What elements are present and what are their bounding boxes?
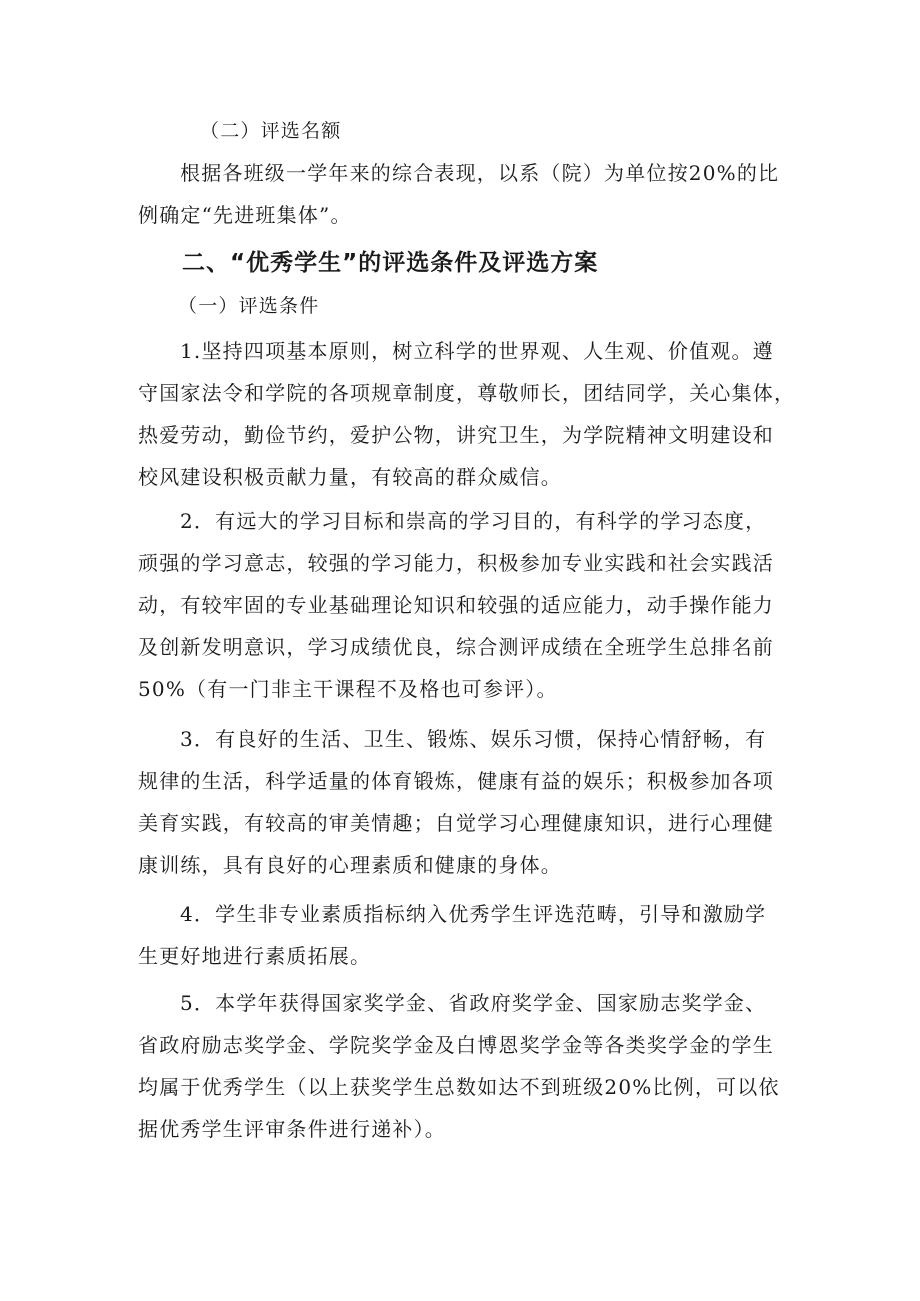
paragraph-line: 动，有较牢固的专业基础理论知识和较强的适应能力，动手操作能力: [138, 593, 774, 617]
paragraph-line: 据优秀学生评审条件进行递补）。: [138, 1117, 446, 1141]
section-heading: [182, 242, 842, 284]
paragraph-line: 热爱劳动，勤俭节约，爱护公物，讲究卫生，为学院精神文明建设和: [138, 423, 774, 447]
section-heading-text: 二、“优秀学生”的评选条件及评选方案: [182, 250, 599, 276]
paragraph-line: 3．有良好的生活、卫生、锻炼、娱乐习惯，保持心情舒畅，有: [180, 727, 767, 751]
paragraph-line: 均属于优秀学生（以上获奖学生总数如达不到班级20%比例，可以依: [138, 1075, 780, 1099]
criteria-item-4: [138, 893, 798, 977]
criteria-item-5: [138, 982, 798, 1150]
sub-heading-text: （一）评选条件: [178, 295, 320, 317]
paragraph-line: 4．学生非专业素质指标纳入优秀学生评选范畴，引导和激励学: [180, 902, 767, 926]
paragraph-line: 例确定“先进班集体”。: [138, 203, 352, 227]
criteria-item-2: [138, 500, 798, 710]
paragraph-line: 康训练，具有良好的心理素质和健康的身体。: [138, 853, 562, 877]
paragraph-line: 守国家法令和学院的各项规章制度，尊敬师长，团结同学，关心集体，: [138, 381, 796, 405]
paragraph-line: 5．本学年获得国家奖学金、省政府奖学金、国家励志奖学金、: [180, 991, 767, 1015]
criteria-item-3: [138, 718, 798, 886]
paragraph-line: 1.坚持四项基本原则，树立科学的世界观、人生观、价值观。遵: [180, 339, 774, 363]
paragraph-line: 校风建设积极贡献力量，有较高的群众威信。: [138, 465, 562, 489]
sub-heading-quota: [200, 110, 860, 152]
paragraph-line: 省政府励志奖学金、学院奖学金及白博恩奖学金等各类奖学金的学生: [138, 1033, 774, 1057]
paragraph-line: 生更好地进行素质拓展。: [138, 944, 372, 968]
paragraph-line: 顽强的学习意志，较强的学习能力，积极参加专业实践和社会实践活: [138, 551, 774, 575]
paragraph-line: 根据各班级一学年来的综合表现，以系（院）为单位按20%的比: [180, 161, 780, 185]
paragraph-line: 2．有远大的学习目标和崇高的学习目的，有科学的学习态度，: [180, 509, 767, 533]
sub-heading-text: （二）评选名额: [200, 120, 342, 142]
paragraph-line: 规律的生活，科学适量的体育锻炼，健康有益的娱乐；积极参加各项: [138, 769, 774, 793]
sub-heading-criteria: [178, 285, 838, 327]
quota-paragraph: [138, 152, 798, 236]
paragraph-line: 50%（有一门非主干课程不及格也可参评）。: [138, 677, 558, 701]
paragraph-line: 及创新发明意识，学习成绩优良，综合测评成绩在全班学生总排名前: [138, 635, 774, 659]
paragraph-line: 美育实践，有较高的审美情趣；自觉学习心理健康知识，进行心理健: [138, 811, 774, 835]
criteria-item-1: [138, 330, 798, 498]
